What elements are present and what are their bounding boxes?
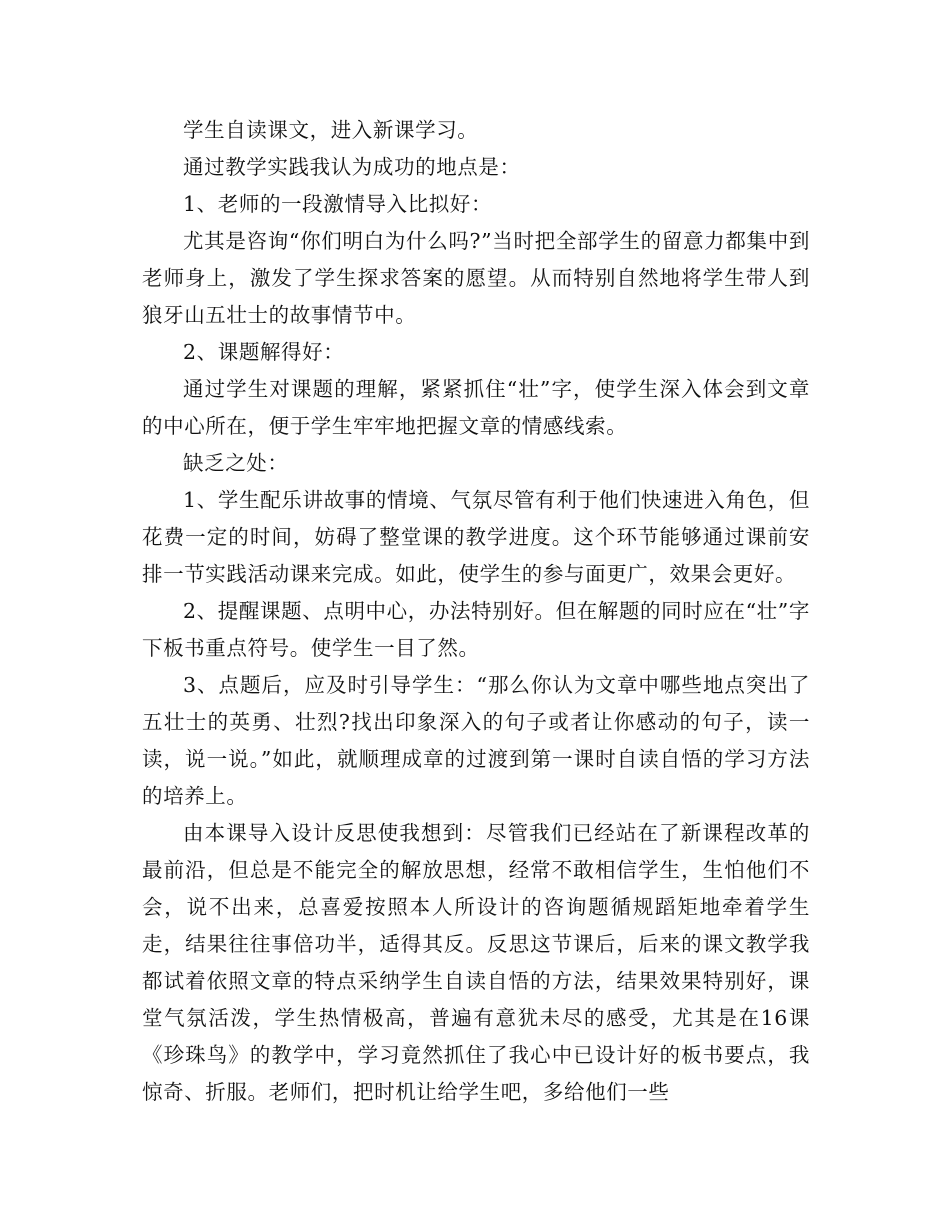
paragraph-point-2-body: 通过学生对课题的理解，紧紧抓住“壮”字，使学生深入体会到文章的中心所在，便于学生牢牢地把握文章的情感线索。 bbox=[142, 377, 810, 438]
paragraph-shortcoming-1: 1、学生配乐讲故事的情境、气氛尽管有利于他们快速进入角色，但花费一定的时间，妨碍了整堂课的教学进度。这个环节能够通过课前安排一节实践活动课来完成。如此，使学生的参与面更广，效果会更好。 bbox=[142, 488, 810, 586]
paragraph-self-reading: 学生自读课文，进入新课学习。 bbox=[183, 118, 479, 142]
paragraph-point-1-heading: 1、老师的一段激情导入比拟好： bbox=[183, 192, 493, 216]
paragraph-shortcoming-2: 2、提醒课题、点明中心，办法特别好。但在解题的同时应在“壮”字下板书重点符号。使学生一目了然。 bbox=[142, 599, 810, 660]
paragraph-success-points: 通过教学实践我认为成功的地点是： bbox=[183, 155, 521, 179]
paragraph-shortcomings-heading: 缺乏之处： bbox=[183, 451, 289, 475]
paragraph-shortcoming-3: 3、点题后，应及时引导学生：“那么你认为文章中哪些地点突出了五壮士的英勇、壮烈?找出印象深入的句子或者让你感动的句子，读一读，说一说。”如此，就顺理成章的过渡到第一课时自读自悟的学习方法的培养上。 bbox=[142, 673, 810, 808]
paragraph-point-2-heading: 2、课题解得好： bbox=[183, 340, 345, 364]
paragraph-reflection: 由本课导入设计反思使我想到：尽管我们已经站在了新课程改革的最前沿，但总是不能完全的解放思想，经常不敢相信学生，生怕他们不会，说不出来，总喜爱按照本人所设计的咨询题循规蹈矩地牵着学生走，结果往往事倍功半，适得其反。反思这节课后，后来的课文教学我都试着依照文章的特点采纳学生自读自悟的方法，结果效果特别好，课堂气氛活泼，学生热情极高，普遍有意犹未尽的感受，尤其是在16课《珍珠鸟》的教学中，学习竟然抓住了我心中已设计好的板书要点，我惊奇、折服。老师们，把时机让给学生吧，多给他们一些 bbox=[142, 821, 810, 1104]
document-page bbox=[142, 112, 810, 1111]
paragraph-point-1-body: 尤其是咨询“你们明白为什么吗?”当时把全部学生的留意力都集中到老师身上，激发了学生探求答案的愿望。从而特别自然地将学生带人到狼牙山五壮士的故事情节中。 bbox=[142, 229, 810, 327]
